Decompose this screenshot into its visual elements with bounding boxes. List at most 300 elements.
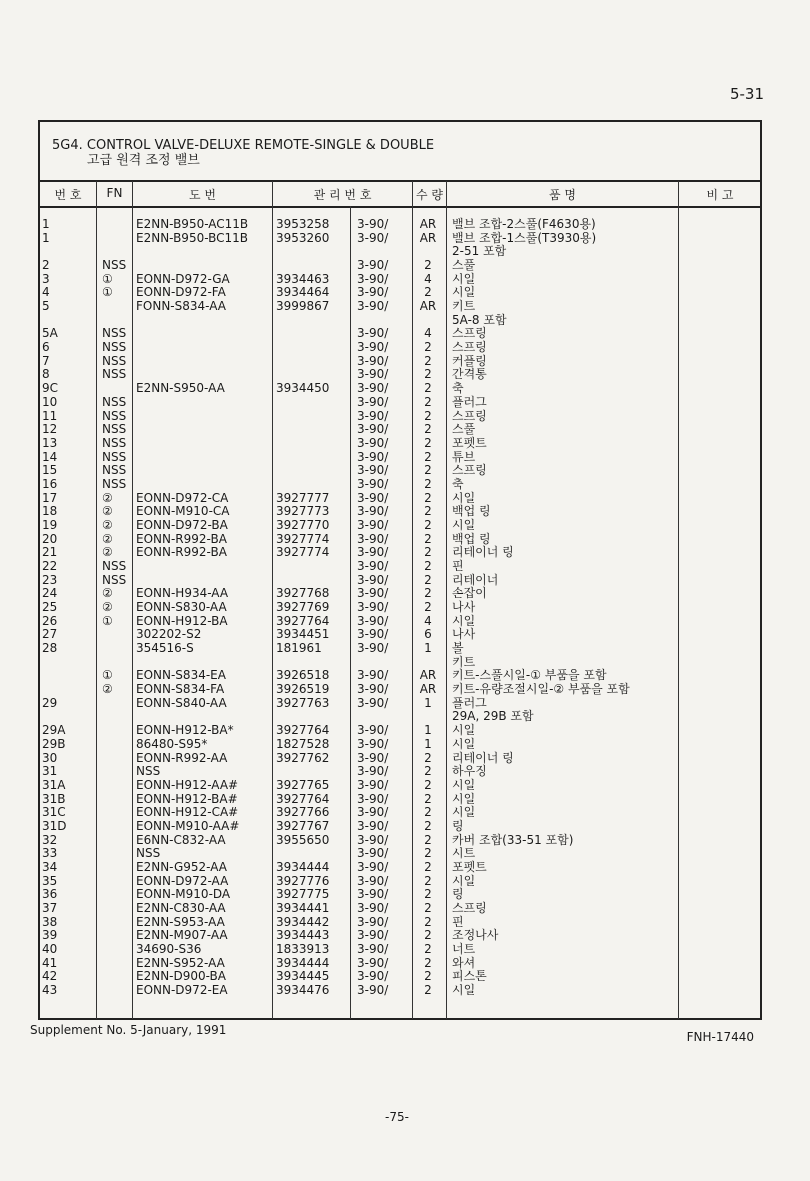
part-number: EONN-R992-AA	[136, 750, 228, 765]
quantity: 2	[424, 394, 432, 409]
quantity: 2	[424, 449, 432, 464]
management-number: 3927765	[276, 777, 330, 792]
quantity: 2	[424, 832, 432, 847]
part-name: 시일	[452, 490, 476, 505]
fn-code: ①	[102, 613, 113, 628]
effective-date: 3-90/	[357, 422, 389, 437]
quantity: 2	[424, 791, 432, 806]
quantity: 2	[424, 559, 432, 573]
part-name: 하우징	[452, 764, 487, 779]
effective-date: 3-90/	[357, 449, 389, 464]
item-number: 22	[42, 559, 58, 573]
effective-date: 3-90/	[357, 353, 389, 368]
part-name: 29A, 29B 포함	[452, 709, 534, 724]
item-number: 24	[42, 586, 58, 601]
item-number: 31B	[42, 791, 66, 806]
item-number: 20	[42, 531, 58, 546]
quantity: 2	[424, 381, 432, 396]
item-number: 6	[42, 340, 50, 355]
header-quantity: 수 량	[416, 188, 443, 202]
quantity: 2	[424, 490, 432, 505]
quantity: 2	[424, 942, 432, 957]
effective-date: 3-90/	[357, 750, 389, 765]
management-number: 3934442	[276, 914, 330, 929]
effective-date: 3-90/	[357, 668, 389, 683]
quantity: 1	[424, 641, 432, 656]
part-name: 핀	[452, 914, 464, 929]
effective-date: 3-90/	[357, 901, 389, 915]
part-name: 나사	[452, 600, 476, 615]
management-number: 3927773	[276, 504, 330, 519]
item-number: 33	[42, 846, 58, 861]
fn-code: NSS	[102, 559, 127, 573]
item-number: 19	[42, 517, 58, 532]
part-number: EONN-S834-FA	[136, 682, 225, 697]
quantity: 2	[424, 928, 432, 943]
part-name: 백업 링	[452, 531, 491, 546]
part-name: 시일	[452, 517, 476, 532]
part-number: E2NN-M907-AA	[136, 928, 228, 943]
part-number: E6NN-C832-AA	[136, 832, 226, 847]
title-korean: 고급 원격 조정 밸브	[87, 153, 200, 168]
fn-code: ②	[102, 586, 113, 601]
management-number: 3927764	[276, 723, 330, 738]
management-number: 3926518	[276, 668, 330, 683]
fn-code: NSS	[102, 422, 127, 437]
fn-code: NSS	[102, 476, 127, 491]
management-number: 1833913	[276, 942, 330, 957]
col-divider	[272, 181, 273, 1019]
management-number: 3927774	[276, 545, 330, 560]
item-number: 13	[42, 435, 58, 450]
effective-date: 3-90/	[357, 572, 389, 587]
management-number: 3934445	[276, 969, 330, 984]
page-number: 5-31	[729, 85, 764, 103]
quantity: 2	[424, 914, 432, 929]
fn-code: NSS	[102, 435, 127, 450]
effective-date: 3-90/	[357, 217, 389, 231]
part-name: 포펫트	[452, 435, 487, 450]
part-number: EONN-D972-GA	[136, 271, 230, 286]
fn-code: ②	[102, 531, 113, 546]
part-number: EONN-D972-BA	[136, 517, 228, 532]
fn-code: ②	[102, 600, 113, 615]
part-name: 너트	[452, 942, 476, 957]
effective-date: 3-90/	[357, 736, 389, 751]
effective-date: 3-90/	[357, 490, 389, 505]
effective-date: 3-90/	[357, 258, 389, 273]
part-name: 리테이너 링	[452, 750, 514, 765]
effective-date: 3-90/	[357, 285, 389, 300]
quantity: 2	[424, 545, 432, 560]
part-name: 시트	[452, 846, 476, 861]
effective-date: 3-90/	[357, 545, 389, 560]
part-name: 플러그	[452, 394, 487, 409]
item-number: 3	[42, 271, 50, 286]
item-number: 1	[42, 217, 50, 231]
quantity: 2	[424, 517, 432, 532]
quantity: 2	[424, 367, 432, 382]
management-number: 3934476	[276, 983, 330, 998]
item-number: 16	[42, 476, 58, 491]
part-name: 스프링	[452, 408, 487, 423]
quantity: 2	[424, 435, 432, 450]
management-number: 3927770	[276, 517, 330, 532]
effective-date: 3-90/	[357, 394, 389, 409]
part-number: EONN-H912-CA#	[136, 805, 239, 820]
management-number: 3934464	[276, 285, 330, 300]
quantity: 2	[424, 818, 432, 833]
item-number: 31A	[42, 777, 66, 792]
part-name: 축	[452, 476, 464, 491]
quantity: AR	[419, 668, 437, 683]
effective-date: 3-90/	[357, 408, 389, 423]
quantity: 4	[424, 326, 432, 341]
fn-code: ②	[102, 545, 113, 560]
part-number: EONN-H934-AA	[136, 586, 229, 601]
effective-date: 3-90/	[357, 600, 389, 615]
part-name: 시일	[452, 271, 476, 286]
management-number: 3927767	[276, 818, 330, 833]
part-number: E2NN-B950-BC11B	[136, 230, 249, 245]
management-number: 3927768	[276, 586, 330, 601]
fn-code: NSS	[102, 463, 127, 478]
management-number: 3927764	[276, 613, 330, 628]
part-name: 시일	[452, 777, 476, 792]
part-name: 시일	[452, 736, 476, 751]
part-number: 302202-S2	[136, 627, 202, 642]
part-name: 나사	[452, 627, 476, 642]
effective-date: 3-90/	[357, 517, 389, 532]
effective-date: 3-90/	[357, 641, 389, 656]
part-name: 플러그	[452, 695, 487, 710]
management-number: 3934450	[276, 381, 330, 396]
management-number: 3934443	[276, 928, 330, 943]
part-number: EONN-H912-BA	[136, 613, 228, 628]
part-name: 카버 조합(33-51 포함)	[452, 832, 574, 847]
quantity: 1	[424, 695, 432, 710]
quantity: 2	[424, 846, 432, 861]
effective-date: 3-90/	[357, 367, 389, 382]
management-number: 3934451	[276, 627, 330, 642]
effective-date: 3-90/	[357, 476, 389, 491]
part-name: 시일	[452, 873, 476, 888]
effective-date: 3-90/	[357, 340, 389, 355]
part-number: E2NN-S952-AA	[136, 955, 225, 970]
part-name: 키트-스풀시일-① 부품을 포함	[452, 668, 607, 683]
part-name: 리테이너	[452, 572, 499, 587]
part-name: 5A-8 포함	[452, 312, 507, 327]
fn-code: ②	[102, 682, 113, 697]
quantity: 2	[424, 531, 432, 546]
management-number: 3927777	[276, 490, 330, 505]
header-fn: FN	[106, 186, 123, 200]
part-name: 시일	[452, 613, 476, 628]
quantity: 1	[424, 723, 432, 738]
item-number: 2	[42, 258, 50, 273]
part-number: EONN-R992-BA	[136, 531, 227, 546]
header-bottom-rule	[38, 206, 762, 208]
quantity: 2	[424, 983, 432, 998]
effective-date: 3-90/	[357, 531, 389, 546]
part-number: NSS	[136, 846, 161, 861]
part-name: 스풀	[452, 258, 476, 273]
part-name: 시일	[452, 805, 476, 820]
footer-supplement: Supplement No. 5-January, 1991	[30, 1023, 227, 1037]
item-number: 43	[42, 983, 58, 998]
quantity: 2	[424, 873, 432, 888]
item-number: 36	[42, 887, 58, 902]
part-name: 시일	[452, 285, 476, 300]
management-number: 3927764	[276, 791, 330, 806]
item-number: 14	[42, 449, 58, 464]
part-number: EONN-D972-FA	[136, 285, 226, 300]
part-number: NSS	[136, 764, 161, 779]
item-number: 42	[42, 969, 58, 984]
management-number: 3927775	[276, 887, 330, 902]
part-number: EONN-M910-DA	[136, 887, 231, 902]
quantity: 2	[424, 258, 432, 273]
item-number: 39	[42, 928, 58, 943]
part-name: 키트	[452, 299, 476, 314]
part-number: EONN-M910-CA	[136, 504, 230, 519]
col-divider	[350, 206, 351, 1019]
management-number: 3927776	[276, 873, 330, 888]
effective-date: 3-90/	[357, 846, 389, 861]
part-name: 키트-유량조절시일-② 부품을 포함	[452, 682, 630, 697]
part-name: 백업 링	[452, 504, 491, 519]
footer-doc-code: FNH-17440	[686, 1030, 754, 1044]
col-divider	[132, 181, 133, 1019]
quantity: AR	[419, 299, 437, 314]
item-number: 9C	[42, 381, 59, 396]
item-number: 23	[42, 572, 58, 587]
management-number: 3934441	[276, 901, 330, 915]
effective-date: 3-90/	[357, 271, 389, 286]
header-remarks: 비 고	[706, 188, 734, 202]
part-number: E2NN-C830-AA	[136, 901, 226, 915]
part-name: 포펫트	[452, 859, 487, 874]
col-divider	[446, 181, 447, 1019]
item-number: 28	[42, 641, 58, 656]
part-name: 시일	[452, 791, 476, 806]
effective-date: 3-90/	[357, 969, 389, 984]
quantity: 2	[424, 969, 432, 984]
part-number: E2NN-B950-AC11B	[136, 217, 249, 231]
effective-date: 3-90/	[357, 928, 389, 943]
effective-date: 3-90/	[357, 777, 389, 792]
effective-date: 3-90/	[357, 818, 389, 833]
quantity: 4	[424, 271, 432, 286]
item-number: 11	[42, 408, 58, 423]
quantity: 2	[424, 476, 432, 491]
quantity: 2	[424, 408, 432, 423]
part-name: 스프링	[452, 326, 487, 341]
part-name: 스프링	[452, 901, 487, 915]
part-name: 커플링	[452, 353, 487, 368]
item-number: 5A	[42, 326, 58, 341]
fn-code: NSS	[102, 408, 127, 423]
management-number: 3955650	[276, 832, 330, 847]
part-number: EONN-S840-AA	[136, 695, 227, 710]
effective-date: 3-90/	[357, 627, 389, 642]
effective-date: 3-90/	[357, 682, 389, 697]
effective-date: 3-90/	[357, 791, 389, 806]
fn-code: NSS	[102, 572, 127, 587]
header-management-number: 관 리 번 호	[313, 188, 372, 202]
quantity: 2	[424, 600, 432, 615]
part-number: EONN-H912-BA#	[136, 791, 238, 806]
item-number: 35	[42, 873, 58, 888]
item-number: 29A	[42, 723, 66, 738]
fn-code: ①	[102, 285, 113, 300]
quantity: AR	[419, 230, 437, 245]
item-number: 12	[42, 422, 58, 437]
fn-code: NSS	[102, 258, 127, 273]
quantity: AR	[419, 682, 437, 697]
title-english: 5G4. CONTROL VALVE-DELUXE REMOTE-SINGLE & DOUBLE	[52, 138, 435, 153]
management-number: 3934444	[276, 859, 330, 874]
header-no: 번 호	[54, 188, 82, 202]
effective-date: 3-90/	[357, 723, 389, 738]
quantity: AR	[419, 217, 437, 231]
quantity: 2	[424, 750, 432, 765]
effective-date: 3-90/	[357, 955, 389, 970]
part-number: EONN-H912-BA*	[136, 723, 234, 738]
item-number: 1	[42, 230, 50, 245]
fn-code: NSS	[102, 326, 127, 341]
management-number: 3934463	[276, 271, 330, 286]
part-name: 2-51 포함	[452, 244, 507, 259]
item-number: 40	[42, 942, 58, 957]
part-name: 링	[452, 887, 464, 902]
part-name: 밸브 조합-2스풀(F4630용)	[452, 217, 596, 231]
part-name: 볼	[452, 641, 464, 656]
fn-code: NSS	[102, 449, 127, 464]
quantity: 2	[424, 572, 432, 587]
part-number: EONN-S830-AA	[136, 600, 227, 615]
quantity: 4	[424, 613, 432, 628]
col-divider	[678, 181, 679, 1019]
part-number: E2NN-S950-AA	[136, 381, 225, 396]
part-number: EONN-R992-BA	[136, 545, 227, 560]
management-number: 3927769	[276, 600, 330, 615]
col-divider	[96, 181, 97, 1019]
part-name: 핀	[452, 559, 464, 573]
item-number: 26	[42, 613, 58, 628]
management-number: 3927762	[276, 750, 330, 765]
item-number: 30	[42, 750, 58, 765]
item-number: 7	[42, 353, 50, 368]
part-number: E2NN-S953-AA	[136, 914, 225, 929]
effective-date: 3-90/	[357, 326, 389, 341]
part-name: 링	[452, 818, 464, 833]
item-number: 5	[42, 299, 50, 314]
item-number: 17	[42, 490, 58, 505]
management-number: 3953258	[276, 217, 330, 231]
effective-date: 3-90/	[357, 381, 389, 396]
item-number: 31C	[42, 805, 66, 820]
part-name: 간격통	[452, 367, 487, 382]
part-name: 스풀	[452, 422, 476, 437]
part-name: 밸브 조합-1스풀(T3930용)	[452, 230, 597, 245]
part-number: 354516-S	[136, 641, 194, 656]
part-name: 스프링	[452, 463, 487, 478]
effective-date: 3-90/	[357, 832, 389, 847]
header-top-rule	[38, 180, 762, 182]
management-number: 3927766	[276, 805, 330, 820]
management-number: 1827528	[276, 736, 330, 751]
item-number: 8	[42, 367, 50, 382]
item-number: 4	[42, 285, 50, 300]
part-name: 피스톤	[452, 969, 487, 984]
item-number: 41	[42, 955, 58, 970]
quantity: 2	[424, 422, 432, 437]
effective-date: 3-90/	[357, 887, 389, 902]
effective-date: 3-90/	[357, 695, 389, 710]
part-number: 34690-S36	[136, 942, 202, 957]
management-number: 3926519	[276, 682, 330, 697]
item-number: 37	[42, 901, 58, 915]
section-title	[52, 138, 434, 168]
header-part-number: 도 번	[189, 188, 216, 202]
fn-code: ②	[102, 490, 113, 505]
quantity: 2	[424, 764, 432, 779]
effective-date: 3-90/	[357, 504, 389, 519]
item-number: 34	[42, 859, 58, 874]
effective-date: 3-90/	[357, 983, 389, 998]
quantity: 1	[424, 736, 432, 751]
quantity: 2	[424, 504, 432, 519]
fn-code: NSS	[102, 353, 127, 368]
part-name: 시일	[452, 983, 476, 998]
fn-code: NSS	[102, 340, 127, 355]
part-number: E2NN-D900-BA	[136, 969, 226, 984]
management-number: 3934444	[276, 955, 330, 970]
management-number: 3927763	[276, 695, 330, 710]
item-number: 25	[42, 600, 58, 615]
quantity: 2	[424, 285, 432, 300]
item-number: 29B	[42, 736, 66, 751]
quantity: 2	[424, 463, 432, 478]
item-number: 32	[42, 832, 58, 847]
item-number: 27	[42, 627, 58, 642]
effective-date: 3-90/	[357, 463, 389, 478]
quantity: 2	[424, 955, 432, 970]
item-number: 29	[42, 695, 58, 710]
effective-date: 3-90/	[357, 435, 389, 450]
part-number: FONN-S834-AA	[136, 299, 226, 314]
effective-date: 3-90/	[357, 873, 389, 888]
part-number: EONN-D972-EA	[136, 983, 228, 998]
part-number: E2NN-G952-AA	[136, 859, 227, 874]
management-number: 181961	[276, 641, 322, 656]
part-name: 손잡이	[452, 586, 487, 601]
effective-date: 3-90/	[357, 299, 389, 314]
part-name: 시일	[452, 723, 476, 738]
part-name: 튜브	[452, 449, 476, 464]
quantity: 2	[424, 340, 432, 355]
item-number: 21	[42, 545, 58, 560]
item-number: 18	[42, 504, 58, 519]
effective-date: 3-90/	[357, 764, 389, 779]
quantity: 6	[424, 627, 432, 642]
page-bottom-number: -75-	[385, 1110, 409, 1124]
quantity: 2	[424, 859, 432, 874]
part-name: 리테이너 링	[452, 545, 514, 560]
effective-date: 3-90/	[357, 586, 389, 601]
quantity: 2	[424, 586, 432, 601]
